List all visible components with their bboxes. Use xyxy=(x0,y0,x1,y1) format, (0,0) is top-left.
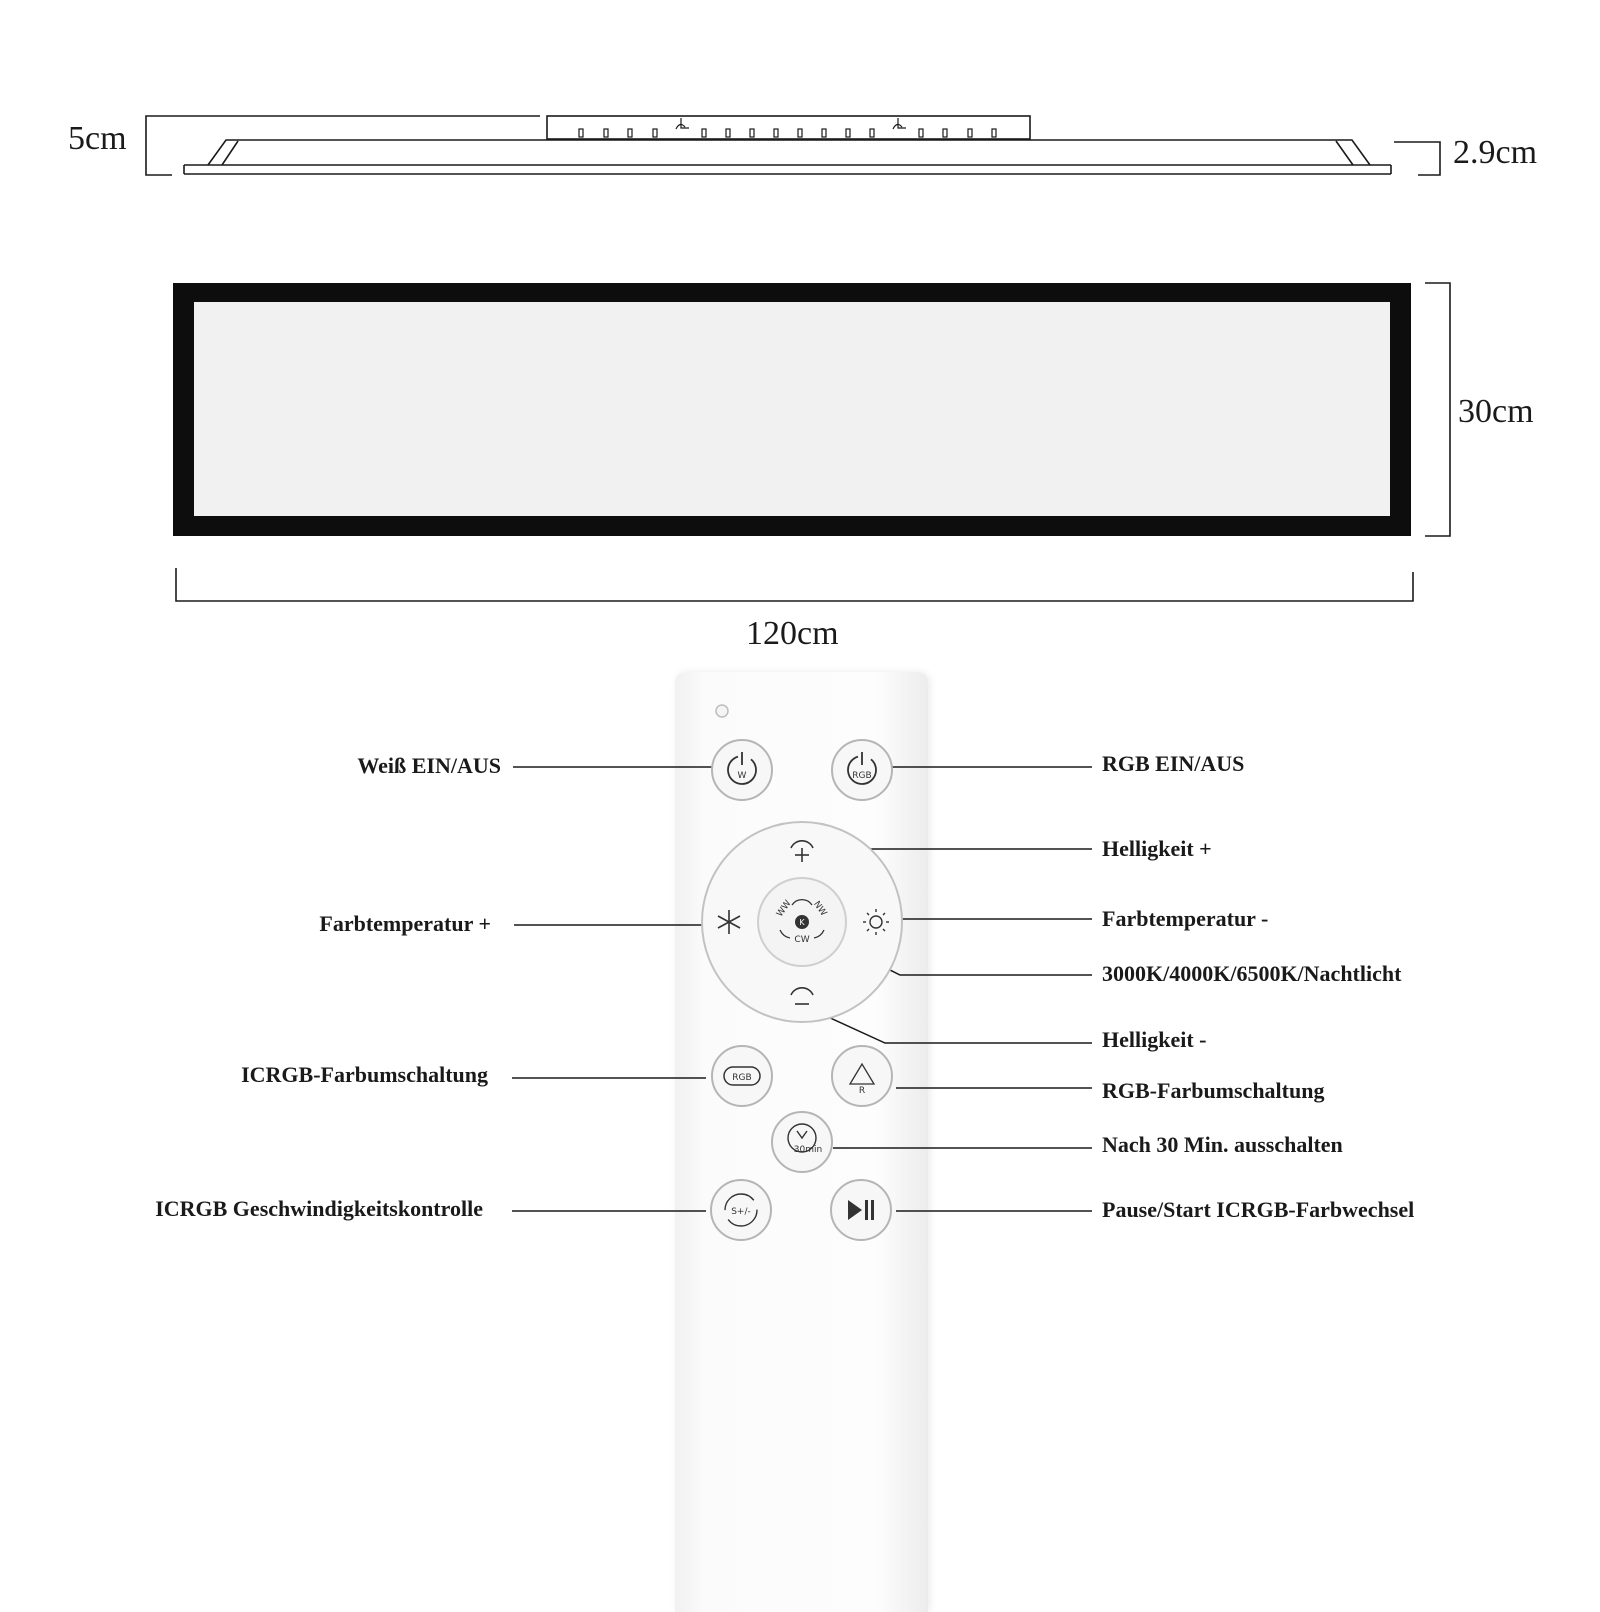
label-white-on-off: Weiß EIN/AUS xyxy=(357,753,501,778)
center-k-text: K xyxy=(799,918,805,927)
rgb-power-text: RGB xyxy=(852,771,872,781)
label-timer-off: Nach 30 Min. ausschalten xyxy=(1102,1132,1343,1157)
white-power-button xyxy=(712,740,772,800)
rgb-power-button xyxy=(832,740,892,800)
height-label: 30cm xyxy=(1458,393,1534,430)
remote-buttons xyxy=(0,640,1600,1600)
label-rgb-on-off: RGB EIN/AUS xyxy=(1102,751,1245,776)
label-pause-start: Pause/Start ICRGB-Farbwechsel xyxy=(1102,1197,1415,1222)
panel-light xyxy=(194,302,1390,516)
center-cw-text: CW xyxy=(794,935,810,945)
label-rgb-switch: RGB-Farbumschaltung xyxy=(1102,1078,1325,1103)
depth-panel-label: 2.9cm xyxy=(1453,134,1538,171)
icrgb-button xyxy=(712,1046,772,1106)
side-profile-drawing xyxy=(0,0,1600,200)
speed-button xyxy=(711,1180,771,1240)
label-speed-control: ICRGB Geschwindigkeitskontrolle xyxy=(155,1196,483,1221)
depth-total-label: 5cm xyxy=(68,120,127,157)
label-color-temp-minus: Farbtemperatur - xyxy=(1102,906,1269,931)
label-color-temp-plus: Farbtemperatur + xyxy=(319,911,491,936)
width-label: 120cm xyxy=(746,615,839,652)
center-ww-text: WW xyxy=(775,898,794,920)
timer-button xyxy=(772,1112,832,1172)
timer-text: 30min xyxy=(793,1145,823,1155)
label-brightness-plus: Helligkeit + xyxy=(1102,836,1212,861)
icrgb-text: RGB xyxy=(732,1073,752,1083)
label-icrgb-switch: ICRGB-Farbumschaltung xyxy=(241,1062,488,1087)
rgb-cycle-text: R xyxy=(858,1086,866,1096)
center-nw-text: NW xyxy=(811,899,829,919)
ir-led xyxy=(716,705,728,717)
label-brightness-minus: Helligkeit - xyxy=(1102,1027,1207,1052)
label-presets: 3000K/4000K/6500K/Nachtlicht xyxy=(1102,961,1402,986)
speed-text: S+/- xyxy=(731,1207,751,1217)
white-power-text: W xyxy=(737,771,747,781)
rgb-cycle-button xyxy=(832,1046,892,1106)
play-pause-button xyxy=(831,1180,891,1240)
